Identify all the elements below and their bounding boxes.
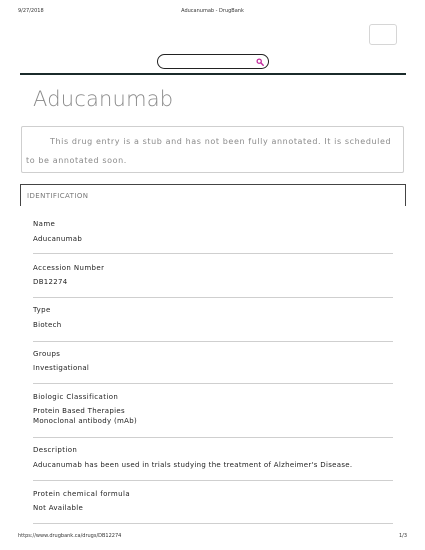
page-title: Aducanumab xyxy=(33,87,174,111)
print-date: 9/27/2018 xyxy=(18,8,44,14)
field-label: Biologic Classification xyxy=(33,393,119,401)
menu-button[interactable] xyxy=(369,24,397,45)
stub-notice-text: This drug entry is a stub and has not been fully annotated. It is scheduled to be annotated soon. xyxy=(26,137,392,165)
field-description xyxy=(33,446,393,469)
field-divider xyxy=(33,480,393,481)
field-value: Protein Based Therapies xyxy=(33,407,125,415)
field-value: DB12274 xyxy=(33,278,68,286)
field-divider xyxy=(33,523,393,524)
field-label: Protein chemical formula xyxy=(33,490,131,498)
field-value: Aducanumab xyxy=(33,235,83,243)
print-header xyxy=(0,8,425,18)
field-protein-chemical-formula xyxy=(33,490,393,512)
field-value: Investigational xyxy=(33,364,90,372)
field-label: Groups xyxy=(33,350,61,358)
field-value: Biotech xyxy=(33,321,62,329)
field-label: Type xyxy=(33,306,51,314)
print-title: Aducanumab - DrugBank xyxy=(181,8,244,14)
field-biologic-classification xyxy=(33,393,393,425)
field-accession-number xyxy=(33,264,393,286)
field-value: Aducanumab has been used in trials studying the treatment of Alzheimer's Disease. xyxy=(33,461,353,469)
field-type xyxy=(33,306,393,329)
identification-header: IDENTIFICATION xyxy=(27,192,89,200)
print-url: https://www.drugbank.ca/drugs/DB12274 xyxy=(18,533,122,539)
field-divider xyxy=(33,341,393,342)
field-label: Accession Number xyxy=(33,264,105,272)
field-label: Description xyxy=(33,446,78,454)
field-label: Name xyxy=(33,220,56,228)
field-value: Not Available xyxy=(33,504,84,512)
field-name xyxy=(33,220,393,243)
identification-panel xyxy=(20,184,406,206)
field-divider xyxy=(33,253,393,254)
stub-notice xyxy=(21,126,404,173)
print-footer xyxy=(0,533,425,543)
header-divider xyxy=(20,73,406,75)
field-divider xyxy=(33,383,393,384)
search-icon[interactable] xyxy=(256,58,264,66)
field-divider xyxy=(33,297,393,298)
field-value: Monoclonal antibody (mAb) xyxy=(33,417,137,425)
field-groups xyxy=(33,350,393,372)
field-divider xyxy=(33,437,393,438)
search-input[interactable] xyxy=(164,57,254,66)
search-bar[interactable] xyxy=(157,54,269,69)
page-number: 1/3 xyxy=(398,533,407,539)
